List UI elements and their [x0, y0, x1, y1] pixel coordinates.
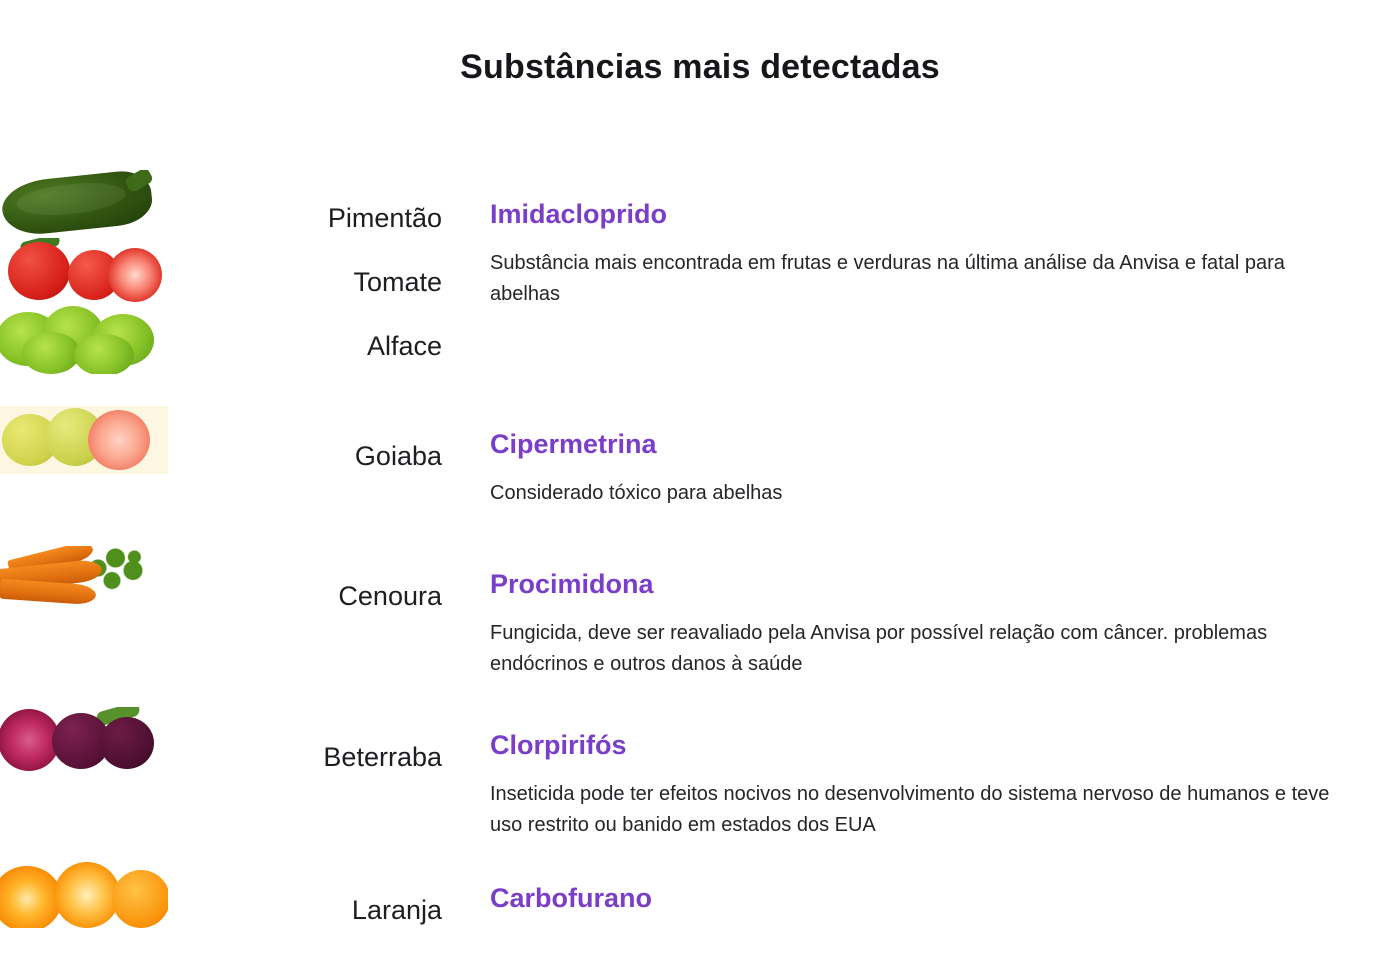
produce-names [168, 860, 458, 942]
substance-list [0, 170, 1400, 980]
substance-block [458, 860, 1400, 932]
produce-name: Tomate [353, 267, 442, 297]
substance-description: Fungicida, deve ser reavaliado pela Anvisa por possível relação com câncer. problemas endócrinos e outros danos à saúde [490, 622, 1268, 675]
produce-name: Laranja [351, 895, 442, 925]
produce-name: Goiaba [354, 441, 442, 471]
list-item [0, 170, 1400, 406]
list-item [0, 860, 1400, 980]
substance-description: Considerado tóxico para abelhas [490, 482, 783, 504]
substance-description: Inseticida pode ter efeitos nocivos no desenvolvimento do sistema nervoso de humanos e teve uso restrito ou banido em estados dos EUA [490, 783, 1330, 836]
substance-name: Imidacloprido [490, 199, 668, 229]
substance-block [458, 170, 1400, 310]
substance-name: Clorpirifós [490, 730, 627, 760]
tomato-image [0, 238, 168, 306]
substance-block [458, 406, 1400, 509]
list-item [0, 546, 1400, 707]
produce-name: Pimentão [327, 203, 442, 233]
produce-name: Beterraba [323, 742, 442, 772]
beet-image [0, 707, 168, 775]
lettuce-image [0, 306, 168, 374]
list-item [0, 707, 1400, 860]
orange-image [0, 860, 168, 928]
substance-name: Procimidona [490, 569, 654, 599]
substance-block [458, 546, 1400, 680]
produce-names [168, 170, 458, 378]
page-title: Substâncias mais detectadas [460, 48, 940, 86]
produce-names [168, 406, 458, 488]
guava-image [0, 406, 168, 474]
produce-thumbnails [0, 170, 168, 374]
produce-thumbnails [0, 707, 168, 775]
produce-thumbnails [0, 406, 168, 474]
carrot-image [0, 546, 168, 614]
produce-names [168, 707, 458, 789]
substance-description: Substância mais encontrada em frutas e verduras na última análise da Anvisa e fatal para abelhas [490, 252, 1285, 305]
produce-names [168, 546, 458, 628]
pepper-image [0, 170, 168, 238]
list-item [0, 406, 1400, 546]
substance-block [458, 707, 1400, 841]
substance-name: Carbofurano [490, 883, 652, 913]
produce-thumbnails [0, 860, 168, 928]
substance-name: Cipermetrina [490, 429, 657, 459]
produce-name: Cenoura [338, 581, 442, 611]
produce-name: Alface [366, 331, 442, 361]
produce-thumbnails [0, 546, 168, 614]
